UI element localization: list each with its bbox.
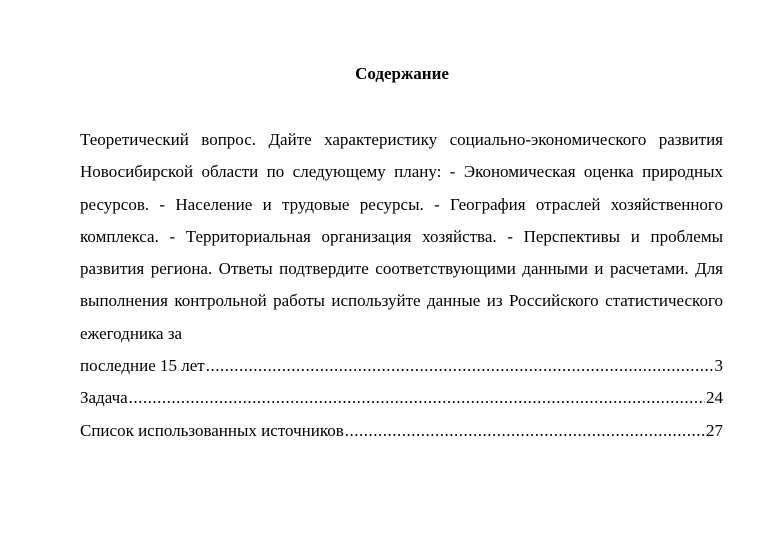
toc-page-number: 24 [706, 388, 723, 408]
toc-entry-text: Теоретический вопрос. Дайте характеристику социально-экономического развития Новосибирской области по следующему плану: - Экономическая оценка природных ресурсов. - Население и трудовые ресурсы. - География отраслей хозяйственного комплекса. - Территориальная организация хозяйства. - Перспективы и проблемы развития региона. Ответы подтвердите соответствующими данными и расчетами. Для выполнения контрольной работы используйте данные из Российского статистического ежегодника за [80, 130, 723, 343]
table-of-contents [80, 124, 723, 447]
toc-title: Содержание [355, 64, 449, 83]
toc-entry-sources[interactable] [80, 415, 723, 447]
toc-page-number: 27 [706, 420, 723, 440]
dot-leader [129, 382, 705, 414]
toc-page-number: 3 [714, 356, 723, 376]
toc-entry-leader [80, 415, 723, 447]
toc-entry-title: Список использованных источников [80, 420, 344, 440]
toc-entry-leader [80, 382, 723, 414]
toc-entry-last-line: последние 15 лет [80, 356, 205, 376]
toc-entry-theory-question[interactable] [80, 124, 723, 382]
toc-entry-title: Задача [80, 388, 128, 408]
dot-leader [345, 415, 705, 447]
toc-entry-leader [80, 350, 723, 382]
toc-entry-task[interactable] [80, 382, 723, 414]
dot-leader [206, 350, 714, 382]
